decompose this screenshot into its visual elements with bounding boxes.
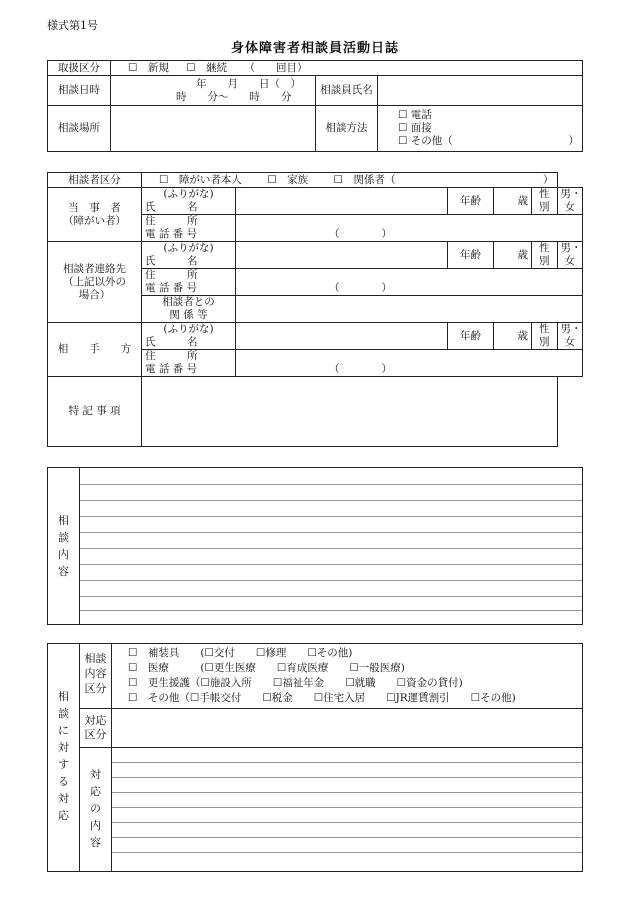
furigana-label: (ふりがな) [163, 323, 214, 335]
place-label: 相談場所 [48, 106, 111, 152]
relation-label-1: 相談者との [162, 296, 215, 308]
remarks-field[interactable] [142, 377, 558, 447]
consult-content-label: 相 談 内 容 [58, 514, 69, 578]
partner-phone-paren: （ ） [329, 363, 392, 375]
contact-label-2: （上記以外の [63, 275, 126, 288]
method-label: 相談方法 [316, 106, 378, 152]
kubun-label-cell [79, 643, 112, 709]
phone-label: 電 話 番 号 [145, 228, 198, 240]
age-label: 年齢 [448, 323, 494, 350]
sex-field[interactable]: 男・女 [557, 323, 583, 350]
sex-field[interactable]: 男・女 [557, 188, 583, 215]
phone-label: 電 話 番 号 [145, 363, 198, 375]
place-field[interactable] [111, 106, 316, 152]
partner-label: 相 手 方 [48, 323, 142, 377]
relation-label-2: 関 係 等 [169, 309, 208, 321]
toriatsukai-label: 取扱区分 [48, 61, 111, 76]
person-address-label [142, 215, 236, 242]
response-label: 相 談 に 対 す る 対 応 [58, 690, 69, 822]
relation-label [142, 296, 236, 323]
sex-label: 性別 [532, 188, 558, 215]
method-other-checkbox[interactable] [398, 135, 579, 148]
consulter-label: 相談者区分 [48, 173, 142, 188]
contact-address-label [142, 269, 236, 296]
name-label: 氏 名 [145, 336, 198, 348]
contact-name-field[interactable] [236, 242, 448, 269]
address-label: 住 所 [145, 269, 198, 281]
consult-content-field[interactable] [80, 468, 582, 624]
consult-content-label-cell [47, 467, 80, 625]
person-name-field[interactable] [236, 188, 448, 215]
contact-address-field[interactable] [236, 269, 583, 296]
furigana-label: (ふりがな) [163, 188, 214, 200]
sex-label: 性別 [532, 242, 558, 269]
partner-address-field[interactable] [236, 350, 583, 377]
toriatsukai-options[interactable] [111, 61, 583, 76]
method-other-text: ☐ その他（ [398, 135, 453, 147]
section-consult-content [47, 467, 583, 625]
section-basic-info [47, 60, 583, 152]
new-checkbox[interactable]: ☐ 新規 [128, 61, 169, 74]
method-phone-checkbox[interactable]: ☐ 電話 [398, 109, 432, 121]
opt-family-checkbox[interactable]: ☐ 家族 [267, 173, 309, 186]
partner-address-label [142, 350, 236, 377]
kubun-row-kousei[interactable]: ☐ 更生援護（☐施設入所 ☐福祉年金 ☐就職 ☐資金の貸付) [128, 677, 463, 689]
relation-field[interactable] [236, 296, 583, 323]
furigana-label: (ふりがな) [163, 242, 214, 254]
opt-related-close: ） [543, 173, 554, 186]
kubun-row-hosougu[interactable]: ☐ 補装具 (☐交付 ☐修理 ☐その他) [128, 647, 353, 659]
response-content-field[interactable] [112, 748, 582, 871]
continue-checkbox[interactable]: ☐ 継続 [186, 61, 228, 74]
partner-name-field[interactable] [236, 323, 448, 350]
contact-label-3: 場合） [78, 288, 111, 301]
taiou-label-cell [79, 708, 112, 748]
contact-label [48, 242, 142, 323]
counselor-field[interactable] [378, 76, 583, 106]
date-line: 年 月 日（ ） [196, 77, 301, 90]
section-response [47, 643, 583, 872]
method-options[interactable] [378, 106, 583, 152]
kubun-row-iryou[interactable]: ☐ 医療 (☐更生医療 ☐育成医療 ☐一般医療) [128, 662, 405, 674]
time-line: 時 分～ 時 分 [176, 90, 292, 103]
address-label: 住 所 [145, 215, 198, 227]
age-field[interactable]: 歳 [494, 242, 532, 269]
consulter-options[interactable] [142, 173, 558, 188]
method-other-close: ） [568, 135, 579, 147]
method-meet-checkbox[interactable]: ☐ 面接 [398, 122, 432, 134]
address-label: 住 所 [145, 350, 198, 362]
remarks-label: 特 記 事 項 [48, 377, 142, 447]
person-label [48, 188, 142, 242]
date-field[interactable] [111, 76, 316, 106]
age-field[interactable]: 歳 [494, 323, 532, 350]
person-label-1: 当 事 者 [68, 201, 121, 214]
kubun-options[interactable] [128, 646, 516, 706]
person-address-field[interactable] [236, 215, 583, 242]
sex-field[interactable]: 男・女 [557, 242, 583, 269]
form-number: 様式第1号 [47, 19, 98, 32]
name-label: 氏 名 [145, 255, 198, 267]
age-field[interactable]: 歳 [494, 188, 532, 215]
page-title: 身体障害者相談員活動日誌 [230, 41, 399, 56]
person-label-2: （障がい者） [63, 214, 126, 227]
kubun-label: 相談 内容 区分 [84, 652, 107, 695]
partner-name-label [142, 323, 236, 350]
contact-label-1: 相談者連絡先 [63, 262, 126, 275]
kubun-row-other[interactable]: ☐ その他（☐手帳交付 ☐税金 ☐住宅入居 ☐JR運賃割引 ☐その他) [128, 692, 516, 704]
taiou-field[interactable] [112, 709, 582, 747]
person-name-label [142, 188, 236, 215]
contact-name-label [142, 242, 236, 269]
section-person-info [47, 172, 583, 447]
phone-label: 電 話 番 号 [145, 282, 198, 294]
opt-related-checkbox[interactable]: ☐ 関係者（ [333, 173, 396, 186]
taiou-label: 対応 区分 [84, 714, 107, 741]
counselor-label: 相談員氏名 [316, 76, 378, 106]
age-label: 年齢 [448, 242, 494, 269]
name-label: 氏 名 [145, 201, 198, 213]
date-label: 相談日時 [48, 76, 111, 106]
sex-label: 性別 [532, 323, 558, 350]
contact-phone-paren: （ ） [329, 282, 392, 294]
response-content-label-cell [79, 747, 112, 872]
age-label: 年齢 [448, 188, 494, 215]
response-content-label: 対 応 の 内 容 [90, 768, 101, 849]
response-label-cell [47, 643, 80, 872]
opt-self-checkbox[interactable]: ☐ 障がい者本人 [159, 173, 242, 186]
continue-count: （ 回目） [244, 61, 308, 74]
person-phone-paren: （ ） [329, 228, 392, 240]
